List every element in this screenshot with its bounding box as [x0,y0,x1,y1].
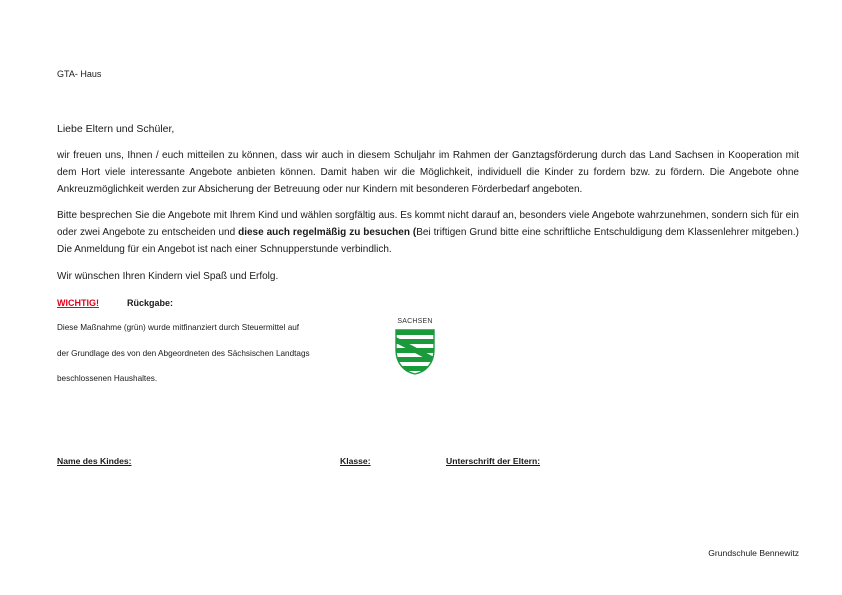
sachsen-logo [394,318,436,381]
important-label: WICHTIG! [57,298,99,308]
greeting: Liebe Eltern und Schüler, [57,123,175,135]
funding-line-1: Diese Maßnahme (grün) wurde mitfinanziert durch Steuermittel auf [57,323,300,332]
return-label: Rückgabe: [127,298,174,308]
child-name-label: Name des Kindes: [57,456,132,466]
instructions-text-1: Bitte besprechen Sie die Angebote mit Ihrem Kind und wählen sorgfältig aus. Es kommt nicht darauf an, besonders viele Angebote wahrzunehmen, sondern sich für ein oder zwei Angebote zu entscheiden und [57,210,799,238]
instructions-text-2: Bei triftigen Grund bitte eine schriftliche Entschuldigung dem Klassenlehrer mitgeben.) Die Anmeldung für ein Angebot ist nach einer Schnupperstunde verbindlich. [57,227,799,255]
funding-line-2: der Grundlage des von den Abgeordneten des Sächsischen Landtags [57,349,310,358]
instructions-emphasis: diese auch regelmäßig zu besuchen ( [238,227,417,238]
sachsen-shield-icon [394,328,436,376]
document-header: GTA- Haus [57,69,102,79]
funding-line-3: beschlossenen Haushaltes. [57,374,158,383]
class-label: Klasse: [340,456,371,466]
paragraph-instructions [57,207,799,258]
parents-signature-label: Unterschrift der Eltern: [446,456,541,466]
paragraph-wishes: Wir wünschen Ihren Kindern viel Spaß und Erfolg. [57,271,279,282]
paragraph-intro: wir freuen uns, Ihnen / euch mitteilen zu können, dass wir auch in diesem Schuljahr im Rahmen der Ganztagsförderung durch das Land Sachsen in Kooperation mit dem Hort viele interessante Angebote anbieten können. Damit haben wir die Möglichkeit, individuell die Kinder zu fordern bzw. zu fördern. Die Angebote ohne Ankreuzmöglichkeit werden zur Absicherung der Betreuung oder nur Kindern mit besonderen Förderbedarf angeboten. [57,150,799,195]
sachsen-logo-text: SACHSEN [397,318,433,325]
school-name-footer: Grundschule Bennewitz [708,548,799,558]
